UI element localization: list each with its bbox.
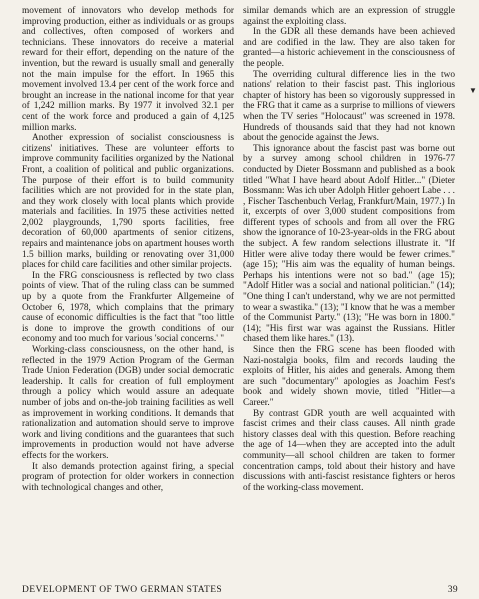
- paragraph: Another expression of socialist consciousness is citizens' initiatives. These are volunteer efforts to improve community facilities organized by the National Front, a coalition of political and public organizations. The purpose of their effort is to build community facilities which are not provided for in the state plan, and they work closely with local plants which provide materials and facilities. In 1975 these activities netted 2,002 playgrounds, 1,790 sports facilities, free decoration of 60,000 apartments of senior citizens, repairs and maintenance jobs on apartment houses worth 1.5 billion marks, building or renovating over 31,000 places for child care facilities and other similar projects.: [22, 133, 234, 271]
- paragraph: It also demands protection against firing, a special program of protection for older workers in connection with technological changes and other,: [22, 461, 234, 493]
- paragraph: Working-class consciousness, on the other hand, is reflected in the 1979 Action Program of the German Trade Union Federation (DGB) under social democratic leadership. It calls for creation of full employment through a policy which would assure an adequate number of jobs and on-the-job training facilities as well as improvement in working conditions. It demands that rationalization and automation should serve to improve work and living conditions and the guarantees that such improvements in production would not have adverse effects for the workers.: [22, 345, 234, 461]
- right-column: [243, 6, 455, 493]
- margin-mark-icon: ▼: [469, 86, 477, 95]
- paragraph: In the GDR all these demands have been achieved and are codified in the law. They are also taken for granted—a historic achievement in the consciousness of the people.: [243, 27, 455, 69]
- paragraph: By contrast GDR youth are well acquainted with fascist crimes and their class causes. All ninth grade history classes deal with this question. Before reaching the age of 14—when they are accepted into the adult community—all school children are taken to former concentration camps, told about their history and have discussions with anti-fascist resistance fighters or heros of the working-class movement.: [243, 408, 455, 493]
- paragraph: The overriding cultural difference lies in the two nations' relation to their fascist past. This inglorious chapter of history has been so vigorously suppressed in the FRG that it came as a surprise to millions of viewers when the TV series "Holocaust" was screened in 1978. Hundreds of thousands said that they had not known about the genocide against the Jews.: [243, 69, 455, 144]
- paragraph: This ignorance about the fascist past was borne out by a survey among school children in 1976-77 conducted by Dieter Bossmann and published as a book titled "What I have heard about Adolf Hitler..." (Dieter Bossmann: Was ich uber Adolph Hitler gehoert Labe . . . , Fischer Taschenbuch Verlag, Frankfurt/Main, 1977.) In it, excerpts of over 3,000 student compositions from different types of schools and from all over the FRG show the ignorance of 10-23-year-olds in the FRG about the subject. A few random selections illustrate it. "If Hitler were alive today there would be fewer crimes." (age 15); "His aim was the equality of human beings. Perhaps his intentions were not so bad." (age 15); "Adolf Hitler was a social and national politician." (14); "One thing I can't understand, why we are not permitted to wear a swastika." (13); "I know that he was a member of the Communist Party." (13); "He was born in 1800." (14); "His first war was against the Russians. Hitler chased them like hares." (13).: [243, 143, 455, 345]
- left-column: [22, 6, 234, 493]
- page-number: 39: [447, 585, 458, 595]
- paragraph: Since then the FRG scene has been flooded with Nazi-nostalgia books, film and records lauding the exploits of Hitler, his aides and generals. Among them are such "documentary" apologies as Joachim Fest's book and widely shown movie, titled "Hitler—a Career.": [243, 345, 455, 408]
- paragraph: In the FRG consciousness is reflected by two class points of view. That of the ruling class can be summed up by a quote from the Frankfurter Allgemeine of October 6, 1978, which complains that the primary cause of economic difficulties is the fact that "too little is done to improve the growth conditions of our economy and too much for various 'social concerns.' ": [22, 270, 234, 345]
- paragraph: similar demands which are an expression of struggle against the exploiting class.: [243, 6, 455, 27]
- running-title: DEVELOPMENT OF TWO GERMAN STATES: [22, 585, 223, 595]
- paragraph: movement of innovators who develop methods for improving production, either as individuals or as groups and collectives, often composed of workers and technicians. These innovators do receive a material reward for their effort, depending on the nature of the invention, but the reward is usually small and generally not the main impulse for the effort. In 1965 this movement involved 13.4 per cent of the work force and brought an increase in the national income for that year of 1,242 million marks. By 1977 it involved 32.1 per cent of the work force and produced a gain of 4,125 million marks.: [22, 6, 234, 133]
